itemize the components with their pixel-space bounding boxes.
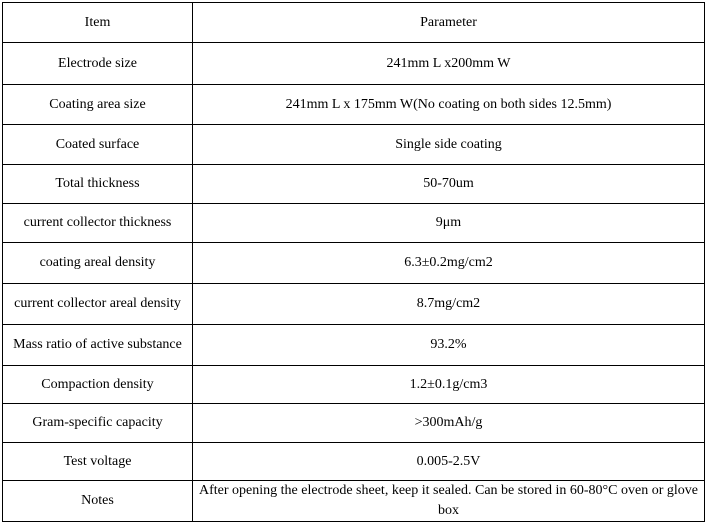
row-parameter: >300mAh/g [193,404,705,443]
table-row [3,284,705,325]
row-parameter: 50-70um [193,165,705,204]
table-row [3,43,705,85]
row-item: current collector areal density [3,284,193,325]
table-row [3,443,705,481]
row-parameter: 1.2±0.1g/cm3 [193,366,705,404]
row-item: Compaction density [3,366,193,404]
table-row [3,325,705,366]
row-parameter: Single side coating [193,125,705,165]
row-item: Coating area size [3,85,193,125]
row-parameter: 241mm L x200mm W [193,43,705,85]
row-item: Gram-specific capacity [3,404,193,443]
table-row [3,243,705,284]
row-parameter: 8.7mg/cm2 [193,284,705,325]
row-parameter: 0.005-2.5V [193,443,705,481]
header-item: Item [3,3,193,43]
row-parameter: 241mm L x 175mm W(No coating on both sides 12.5mm) [193,85,705,125]
row-parameter: 6.3±0.2mg/cm2 [193,243,705,284]
header-parameter: Parameter [193,3,705,43]
row-item: Mass ratio of active substance [3,325,193,366]
row-parameter: After opening the electrode sheet, keep it sealed. Can be stored in 60-80°C oven or glove box [193,481,705,522]
table-row [3,366,705,404]
row-item: Notes [3,481,193,522]
row-item: Coated surface [3,125,193,165]
table-row [3,404,705,443]
table-row [3,481,705,522]
row-item: Electrode size [3,43,193,85]
row-parameter: 93.2% [193,325,705,366]
row-item: Total thickness [3,165,193,204]
table-header-row [3,3,705,43]
row-item: coating areal density [3,243,193,284]
table-row [3,204,705,243]
row-item: Test voltage [3,443,193,481]
table-row [3,165,705,204]
table-row [3,85,705,125]
table-row [3,125,705,165]
row-parameter: 9μm [193,204,705,243]
spec-table [2,2,705,522]
row-item: current collector thickness [3,204,193,243]
